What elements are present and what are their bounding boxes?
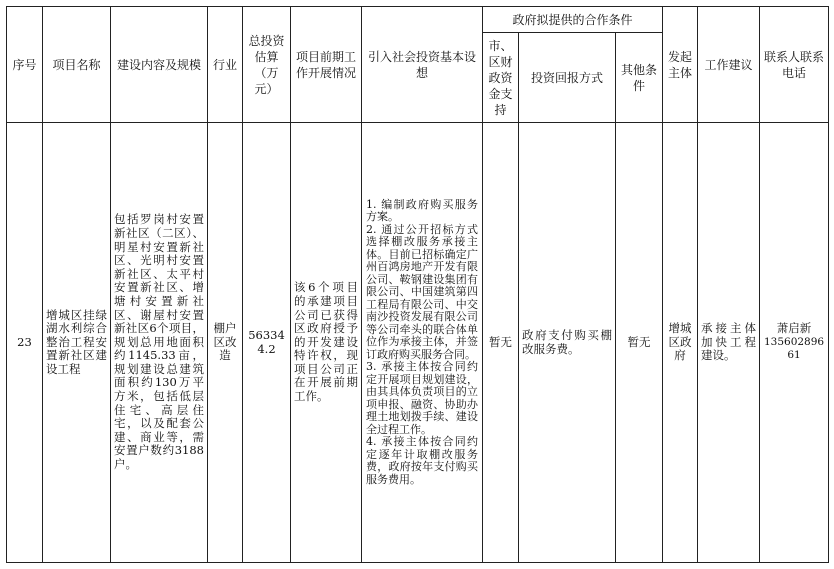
cell-content: 包括罗岗村安置新社区（二区）、明星村安置新社区、光明村安置新社区、太平村安置新社区、增塘村安置新社区、谢屋村安置新社区6个项目，规划总用地面积约1145.33亩，规划建设总建筑面积约130万平方米，包括低层住宅、高层住宅，以及配套公建、商业等，需安置户数约3188户。: [111, 123, 208, 563]
idea-item: 1. 编制政府购买服务方案。: [366, 197, 478, 224]
idea-item: 2. 通过公开招标方式选择棚改服务承接主体。目前已招标确定广州百鸿房地产开发有限公司、鞍钢建设集团有限公司、中国建筑第四工程局有限公司、中交南沙投资发展有限公司等公司牵头的联合体单位作为承接主体，并签订政府购买服务合同。: [366, 222, 478, 361]
cell-preliminary: 该6个项目的承建项目公司已获得区政府授予的开发建设特许权，现项目公司正在开展前期工作。: [291, 123, 362, 563]
header-contact: 联系人联系电话: [760, 7, 829, 123]
header-gov-fund: 市、区财政资金支持: [483, 33, 519, 123]
idea-item: 3. 承接主体按合同约定开展项目规划建设，由其具体负责项目的立项申报、融资、协助办理土地划拨手续、建设全过程工作。: [366, 360, 478, 436]
header-sponsor: 发起主体: [663, 7, 698, 123]
header-suggestion: 工作建议: [698, 7, 760, 123]
cell-suggestion: 承接主体加快工程建设。: [698, 123, 760, 563]
contact-phone: 13560289661: [763, 335, 825, 362]
cell-return-mode: 政府支付购买棚改服务费。: [519, 123, 616, 563]
cell-other: 暂无: [616, 123, 663, 563]
cell-industry: 棚户区改造: [208, 123, 243, 563]
header-seq: 序号: [7, 7, 43, 123]
table-row: [7, 123, 829, 563]
contact-name: 萧启新: [776, 321, 812, 336]
cell-investment: 563344.2: [243, 123, 291, 563]
header-idea: 引入社会投资基本设想: [362, 7, 483, 123]
header-project-name: 项目名称: [43, 7, 111, 123]
project-table: [6, 6, 829, 563]
header-investment: 总投资估算（万元）: [243, 7, 291, 123]
cell-seq: 23: [7, 123, 43, 563]
cell-project-name: 增城区挂绿湖水利综合整治工程安置新社区建设工程: [43, 123, 111, 563]
header-content: 建设内容及规模: [111, 7, 208, 123]
header-other: 其他条件: [616, 33, 663, 123]
header-preliminary: 项目前期工作开展情况: [291, 7, 362, 123]
header-industry: 行业: [208, 7, 243, 123]
cell-contact: [760, 123, 829, 563]
header-gov-conditions: 政府拟提供的合作条件: [483, 7, 663, 33]
cell-gov-fund: 暂无: [483, 123, 519, 563]
cell-sponsor: 增城区政府: [663, 123, 698, 563]
header-return-mode: 投资回报方式: [519, 33, 616, 123]
cell-idea: [362, 123, 483, 563]
idea-item: 4. 承接主体按合同约定逐年计取棚改服务费，政府按年支付购买服务费用。: [366, 435, 478, 486]
